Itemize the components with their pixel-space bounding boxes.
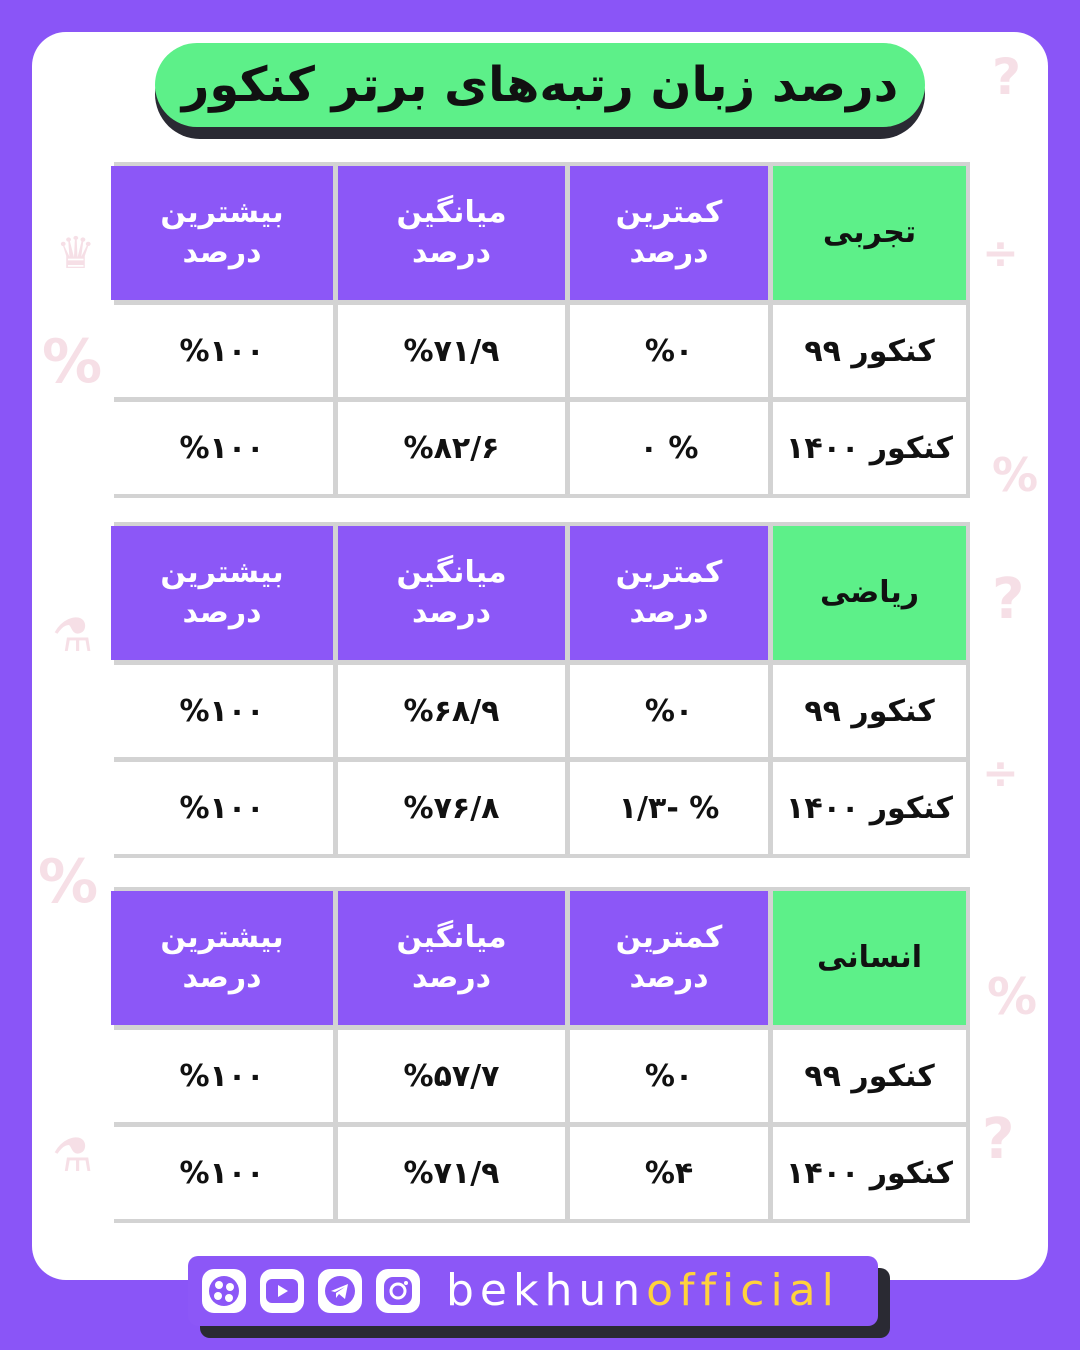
table-riazi <box>114 522 970 858</box>
avg-value: %۷۶/۸ <box>338 762 565 854</box>
question-doodle-icon: ? <box>982 1107 1015 1172</box>
exam-cell: کنکور ۹۹ <box>773 1030 966 1122</box>
header-max <box>111 166 333 300</box>
header-max <box>111 526 333 660</box>
telegram-icon[interactable] <box>318 1269 362 1313</box>
max-value: %۱۰۰ <box>111 305 333 397</box>
flask-doodle-icon: ⚗ <box>52 1128 94 1182</box>
header-min-line1: کمترین <box>615 919 723 955</box>
max-value: %۱۰۰ <box>111 1030 333 1122</box>
header-max-line1: بیشترین <box>160 919 284 955</box>
header-avg-line2: درصد <box>412 960 491 995</box>
min-value: % ۰ <box>570 402 768 494</box>
title-pill <box>155 43 925 127</box>
header-max-line2: درصد <box>182 595 262 630</box>
brand-main: bekhun <box>446 1265 647 1316</box>
header-min <box>570 166 768 300</box>
exam-cell: کنکور ۱۴۰۰ <box>773 1127 966 1219</box>
math-doodle-icon: ÷ <box>982 228 1019 279</box>
header-max-line1: بیشترین <box>160 194 284 230</box>
trophy-doodle-icon: ♛ <box>56 228 96 279</box>
header-avg-line1: میانگین <box>396 194 507 230</box>
exam-cell: کنکور ۱۴۰۰ <box>773 402 966 494</box>
header-min <box>570 526 768 660</box>
header-avg <box>338 526 565 660</box>
percent-doodle-icon: % <box>42 327 103 397</box>
min-value: %۰ <box>570 305 768 397</box>
header-avg-line1: میانگین <box>396 919 507 955</box>
header-max-line2: درصد <box>182 235 262 270</box>
min-value: %۰ <box>570 665 768 757</box>
header-max-line2: درصد <box>182 960 262 995</box>
min-value: %۴ <box>570 1127 768 1219</box>
min-value: %۰ <box>570 1030 768 1122</box>
avg-value: %۸۲/۶ <box>338 402 565 494</box>
aparat-icon[interactable] <box>202 1269 246 1313</box>
max-value: %۱۰۰ <box>111 402 333 494</box>
header-avg <box>338 166 565 300</box>
header-min <box>570 891 768 1025</box>
max-value: %۱۰۰ <box>111 762 333 854</box>
max-value: %۱۰۰ <box>111 1127 333 1219</box>
flask-doodle-icon: ⚗ <box>52 608 94 662</box>
table-tajrobi <box>114 162 970 498</box>
header-min-line2: درصد <box>629 235 709 270</box>
page-title: درصد زبان رتبه‌های برتر کنکور <box>181 57 899 113</box>
subject-cell: ریاضی <box>773 526 966 660</box>
header-max-line1: بیشترین <box>160 554 284 590</box>
header-avg-line2: درصد <box>412 595 491 630</box>
avg-value: %۷۱/۹ <box>338 305 565 397</box>
instagram-icon[interactable] <box>376 1269 420 1313</box>
question-doodle-icon: ? <box>992 567 1025 632</box>
exam-cell: کنکور ۹۹ <box>773 665 966 757</box>
header-min-line2: درصد <box>629 595 709 630</box>
title-banner <box>155 43 925 133</box>
header-min-line1: کمترین <box>615 554 723 590</box>
brand-handle <box>446 1265 840 1316</box>
subject-cell: تجربی <box>773 166 966 300</box>
avg-value: %۷۱/۹ <box>338 1127 565 1219</box>
min-value: % -۱/۳ <box>570 762 768 854</box>
question-doodle-icon: ? <box>992 48 1022 106</box>
header-avg-line1: میانگین <box>396 554 507 590</box>
footer-bar <box>188 1256 878 1326</box>
header-min-line2: درصد <box>629 960 709 995</box>
percent-doodle-icon: % <box>987 968 1038 1026</box>
avg-value: %۵۷/۷ <box>338 1030 565 1122</box>
header-min-line1: کمترین <box>615 194 723 230</box>
header-avg-line2: درصد <box>412 235 491 270</box>
exam-cell: کنکور ۹۹ <box>773 305 966 397</box>
percent-doodle-icon: % <box>38 847 99 917</box>
header-max <box>111 891 333 1025</box>
exam-cell: کنکور ۱۴۰۰ <box>773 762 966 854</box>
brand-accent: official <box>646 1265 840 1316</box>
subject-cell: انسانی <box>773 891 966 1025</box>
math-doodle-icon: ÷ <box>982 748 1019 799</box>
max-value: %۱۰۰ <box>111 665 333 757</box>
header-avg <box>338 891 565 1025</box>
avg-value: %۶۸/۹ <box>338 665 565 757</box>
youtube-icon[interactable] <box>260 1269 304 1313</box>
table-ensani <box>114 887 970 1223</box>
percent-doodle-icon: % <box>992 448 1039 502</box>
